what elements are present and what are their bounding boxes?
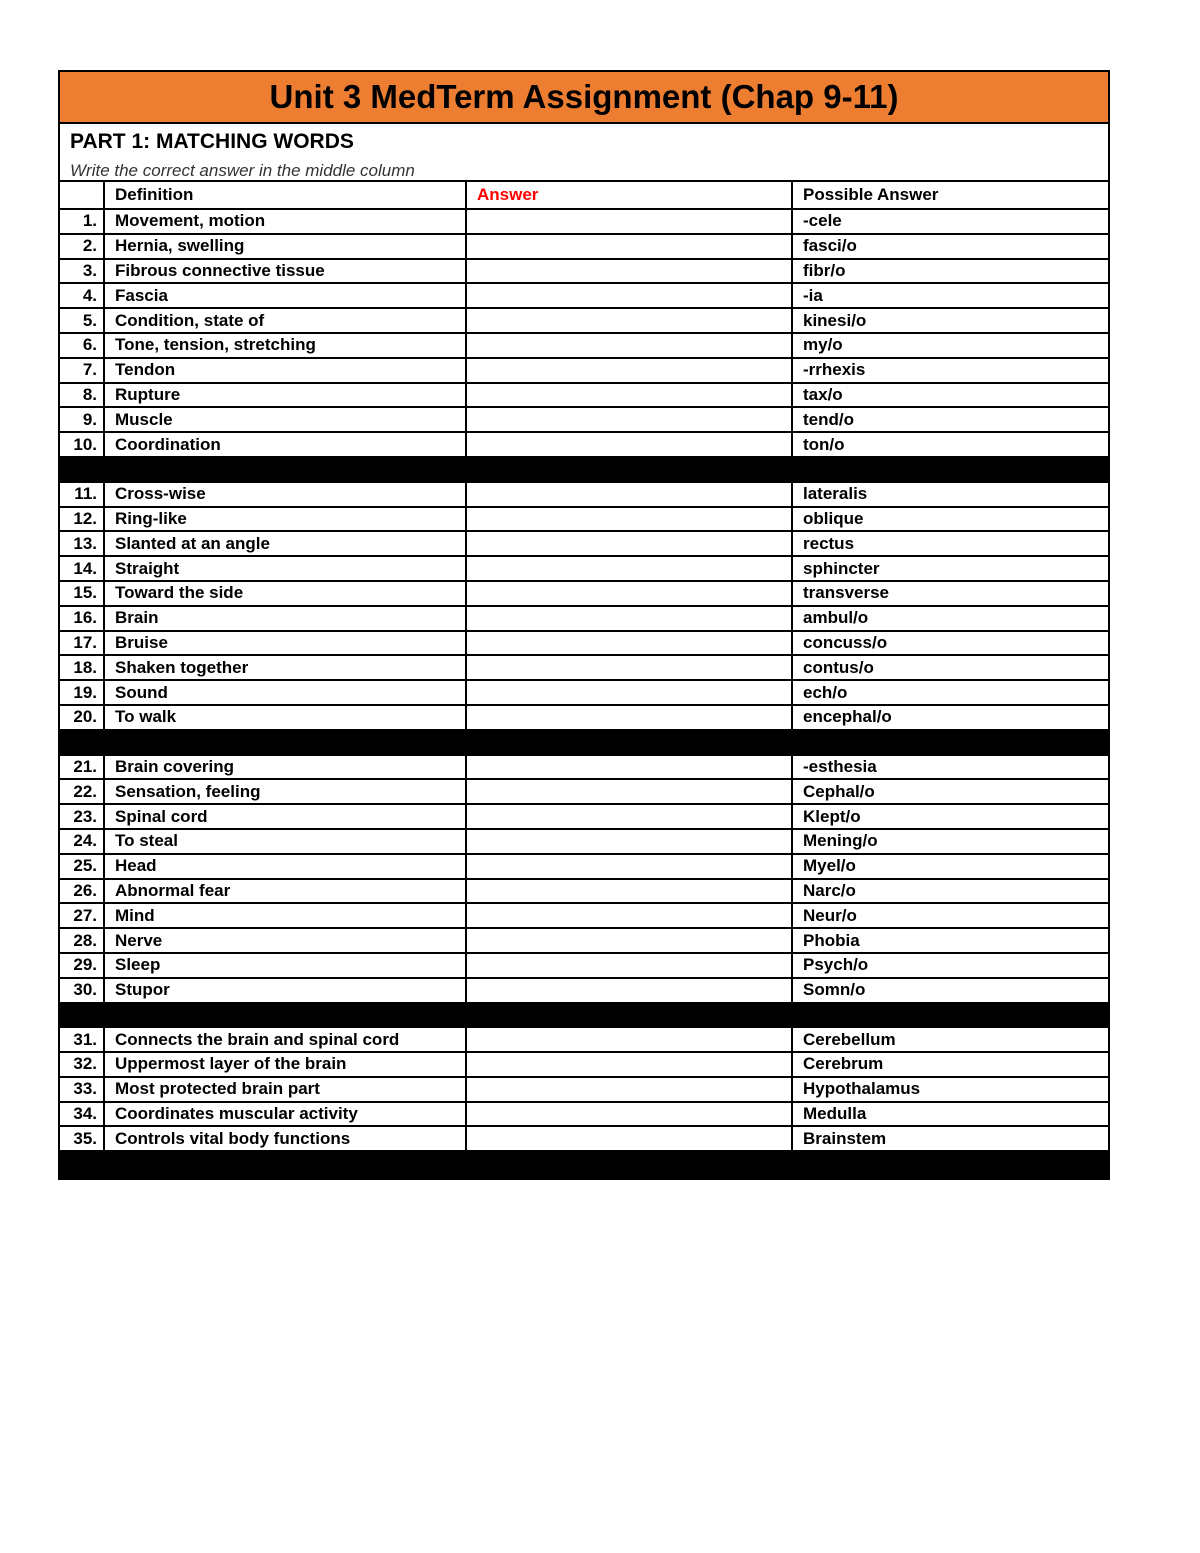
possible-answer-cell: ambul/o: [792, 606, 1108, 631]
part-title: PART 1: MATCHING WORDS: [70, 130, 354, 153]
row-number: 24.: [60, 829, 104, 854]
row-number: 15.: [60, 581, 104, 606]
row-number: 20.: [60, 705, 104, 730]
table-row: [60, 879, 1108, 904]
answer-cell[interactable]: [466, 655, 792, 680]
definition-cell: Controls vital body functions: [104, 1126, 466, 1151]
table-row: [60, 680, 1108, 705]
possible-answer-cell: Hypothalamus: [792, 1077, 1108, 1102]
definition-cell: To walk: [104, 705, 466, 730]
answer-cell[interactable]: [466, 1102, 792, 1127]
table-row: [60, 556, 1108, 581]
possible-answer-cell: Phobia: [792, 928, 1108, 953]
section-divider: [60, 730, 1108, 755]
definition-cell: Rupture: [104, 383, 466, 408]
table-row: [60, 1052, 1108, 1077]
table-row: [60, 581, 1108, 606]
definition-cell: To steal: [104, 829, 466, 854]
definition-cell: Bruise: [104, 631, 466, 656]
row-number: 34.: [60, 1102, 104, 1127]
possible-answer-cell: encephal/o: [792, 705, 1108, 730]
possible-answer-header: Possible Answer: [792, 182, 1108, 209]
definition-cell: Condition, state of: [104, 308, 466, 333]
table-row: [60, 209, 1108, 234]
answer-header: Answer: [466, 182, 792, 209]
table-row: [60, 1027, 1108, 1052]
table-row: [60, 953, 1108, 978]
possible-answer-cell: ton/o: [792, 432, 1108, 457]
table-row: [60, 358, 1108, 383]
answer-cell[interactable]: [466, 358, 792, 383]
row-number: 6.: [60, 333, 104, 358]
row-number: 21.: [60, 755, 104, 780]
table-row: [60, 631, 1108, 656]
possible-answer-cell: Cephal/o: [792, 779, 1108, 804]
answer-cell[interactable]: [466, 234, 792, 259]
row-number: 35.: [60, 1126, 104, 1151]
row-number: 4.: [60, 283, 104, 308]
answer-cell[interactable]: [466, 1077, 792, 1102]
definition-cell: Cross-wise: [104, 482, 466, 507]
answer-cell[interactable]: [466, 804, 792, 829]
answer-cell[interactable]: [466, 407, 792, 432]
worksheet: [58, 70, 1110, 1180]
row-number: 1.: [60, 209, 104, 234]
possible-answer-cell: ech/o: [792, 680, 1108, 705]
possible-answer-cell: kinesi/o: [792, 308, 1108, 333]
row-number: 11.: [60, 482, 104, 507]
possible-answer-cell: Myel/o: [792, 854, 1108, 879]
definition-cell: Connects the brain and spinal cord: [104, 1027, 466, 1052]
row-number: 25.: [60, 854, 104, 879]
table-row: [60, 1126, 1108, 1151]
table-row: [60, 234, 1108, 259]
possible-answer-cell: Medulla: [792, 1102, 1108, 1127]
definition-header: Definition: [104, 182, 466, 209]
definition-cell: Hernia, swelling: [104, 234, 466, 259]
table-row: [60, 283, 1108, 308]
answer-cell[interactable]: [466, 606, 792, 631]
table-row: [60, 854, 1108, 879]
table-row: [60, 333, 1108, 358]
possible-answer-cell: -cele: [792, 209, 1108, 234]
table-row: [60, 531, 1108, 556]
answer-cell[interactable]: [466, 829, 792, 854]
answer-cell[interactable]: [466, 1126, 792, 1151]
answer-cell[interactable]: [466, 581, 792, 606]
definition-cell: Brain covering: [104, 755, 466, 780]
row-number: 27.: [60, 903, 104, 928]
table-row: [60, 407, 1108, 432]
table-row: [60, 383, 1108, 408]
possible-answer-cell: oblique: [792, 507, 1108, 532]
answer-cell[interactable]: [466, 209, 792, 234]
answer-cell[interactable]: [466, 308, 792, 333]
instruction-text: Write the correct answer in the middle column: [70, 161, 415, 180]
section-divider: [60, 1151, 1108, 1178]
answer-cell[interactable]: [466, 680, 792, 705]
definition-cell: Sensation, feeling: [104, 779, 466, 804]
divider-bar: [60, 1003, 1108, 1028]
row-number: 3.: [60, 259, 104, 284]
row-number: 16.: [60, 606, 104, 631]
definition-cell: Slanted at an angle: [104, 531, 466, 556]
possible-answer-cell: my/o: [792, 333, 1108, 358]
answer-cell[interactable]: [466, 779, 792, 804]
possible-answer-cell: Somn/o: [792, 978, 1108, 1003]
table-row: [60, 928, 1108, 953]
divider-bar: [60, 457, 1108, 482]
table-row: [60, 903, 1108, 928]
definition-cell: Tendon: [104, 358, 466, 383]
answer-cell[interactable]: [466, 333, 792, 358]
row-number: 18.: [60, 655, 104, 680]
definition-cell: Sleep: [104, 953, 466, 978]
table-row: [60, 655, 1108, 680]
definition-cell: Toward the side: [104, 581, 466, 606]
table-row: [60, 829, 1108, 854]
answer-cell[interactable]: [466, 383, 792, 408]
answer-cell[interactable]: [466, 432, 792, 457]
page-title: Unit 3 MedTerm Assignment (Chap 9-11): [60, 72, 1108, 124]
answer-cell[interactable]: [466, 953, 792, 978]
definition-cell: Tone, tension, stretching: [104, 333, 466, 358]
possible-answer-cell: Klept/o: [792, 804, 1108, 829]
table-row: [60, 432, 1108, 457]
possible-answer-cell: contus/o: [792, 655, 1108, 680]
definition-cell: Shaken together: [104, 655, 466, 680]
row-number: 17.: [60, 631, 104, 656]
definition-cell: Straight: [104, 556, 466, 581]
definition-cell: Spinal cord: [104, 804, 466, 829]
row-number: 23.: [60, 804, 104, 829]
row-number: 5.: [60, 308, 104, 333]
definition-cell: Most protected brain part: [104, 1077, 466, 1102]
row-number: 8.: [60, 383, 104, 408]
row-number: 19.: [60, 680, 104, 705]
table-row: [60, 1077, 1108, 1102]
possible-answer-cell: transverse: [792, 581, 1108, 606]
answer-cell[interactable]: [466, 556, 792, 581]
divider-bar: [60, 730, 1108, 755]
answer-cell[interactable]: [466, 482, 792, 507]
table-row: [60, 507, 1108, 532]
part-header: [60, 124, 1108, 182]
possible-answer-cell: fibr/o: [792, 259, 1108, 284]
possible-answer-cell: Neur/o: [792, 903, 1108, 928]
answer-cell[interactable]: [466, 507, 792, 532]
answer-cell[interactable]: [466, 631, 792, 656]
row-number: 10.: [60, 432, 104, 457]
definition-cell: Movement, motion: [104, 209, 466, 234]
possible-answer-cell: tax/o: [792, 383, 1108, 408]
table-row: [60, 978, 1108, 1003]
answer-cell[interactable]: [466, 1027, 792, 1052]
row-number: 9.: [60, 407, 104, 432]
answer-cell[interactable]: [466, 854, 792, 879]
table-row: [60, 755, 1108, 780]
row-number: 22.: [60, 779, 104, 804]
answer-cell[interactable]: [466, 283, 792, 308]
definition-cell: Stupor: [104, 978, 466, 1003]
answer-cell[interactable]: [466, 755, 792, 780]
possible-answer-cell: -rrhexis: [792, 358, 1108, 383]
row-number: 29.: [60, 953, 104, 978]
table-row: [60, 804, 1108, 829]
row-number: 12.: [60, 507, 104, 532]
table-row: [60, 482, 1108, 507]
definition-cell: Brain: [104, 606, 466, 631]
possible-answer-cell: rectus: [792, 531, 1108, 556]
possible-answer-cell: Psych/o: [792, 953, 1108, 978]
definition-cell: Coordinates muscular activity: [104, 1102, 466, 1127]
answer-cell[interactable]: [466, 259, 792, 284]
definition-cell: Ring-like: [104, 507, 466, 532]
possible-answer-cell: tend/o: [792, 407, 1108, 432]
row-number: 31.: [60, 1027, 104, 1052]
matching-table: [60, 182, 1108, 1178]
answer-cell[interactable]: [466, 903, 792, 928]
possible-answer-cell: Mening/o: [792, 829, 1108, 854]
row-number: 32.: [60, 1052, 104, 1077]
possible-answer-cell: -ia: [792, 283, 1108, 308]
definition-cell: Mind: [104, 903, 466, 928]
definition-cell: Fascia: [104, 283, 466, 308]
possible-answer-cell: Brainstem: [792, 1126, 1108, 1151]
answer-cell[interactable]: [466, 705, 792, 730]
row-number: 26.: [60, 879, 104, 904]
row-number: 13.: [60, 531, 104, 556]
table-row: [60, 1102, 1108, 1127]
answer-cell[interactable]: [466, 1052, 792, 1077]
possible-answer-cell: Cerebrum: [792, 1052, 1108, 1077]
table-row: [60, 606, 1108, 631]
row-number: 30.: [60, 978, 104, 1003]
answer-cell[interactable]: [466, 531, 792, 556]
definition-cell: Fibrous connective tissue: [104, 259, 466, 284]
row-number: 2.: [60, 234, 104, 259]
definition-cell: Head: [104, 854, 466, 879]
table-row: [60, 705, 1108, 730]
possible-answer-cell: sphincter: [792, 556, 1108, 581]
possible-answer-cell: -esthesia: [792, 755, 1108, 780]
answer-cell[interactable]: [466, 879, 792, 904]
row-number: 7.: [60, 358, 104, 383]
row-number: 33.: [60, 1077, 104, 1102]
section-divider: [60, 457, 1108, 482]
section-divider: [60, 1003, 1108, 1028]
possible-answer-cell: concuss/o: [792, 631, 1108, 656]
definition-cell: Coordination: [104, 432, 466, 457]
header-row: [60, 182, 1108, 209]
definition-cell: Uppermost layer of the brain: [104, 1052, 466, 1077]
answer-cell[interactable]: [466, 978, 792, 1003]
number-header: [60, 182, 104, 209]
definition-cell: Abnormal fear: [104, 879, 466, 904]
definition-cell: Sound: [104, 680, 466, 705]
answer-cell[interactable]: [466, 928, 792, 953]
table-row: [60, 779, 1108, 804]
possible-answer-cell: Narc/o: [792, 879, 1108, 904]
definition-cell: Nerve: [104, 928, 466, 953]
table-row: [60, 259, 1108, 284]
possible-answer-cell: lateralis: [792, 482, 1108, 507]
possible-answer-cell: fasci/o: [792, 234, 1108, 259]
table-row: [60, 308, 1108, 333]
row-number: 28.: [60, 928, 104, 953]
divider-bar: [60, 1151, 1108, 1178]
possible-answer-cell: Cerebellum: [792, 1027, 1108, 1052]
definition-cell: Muscle: [104, 407, 466, 432]
row-number: 14.: [60, 556, 104, 581]
